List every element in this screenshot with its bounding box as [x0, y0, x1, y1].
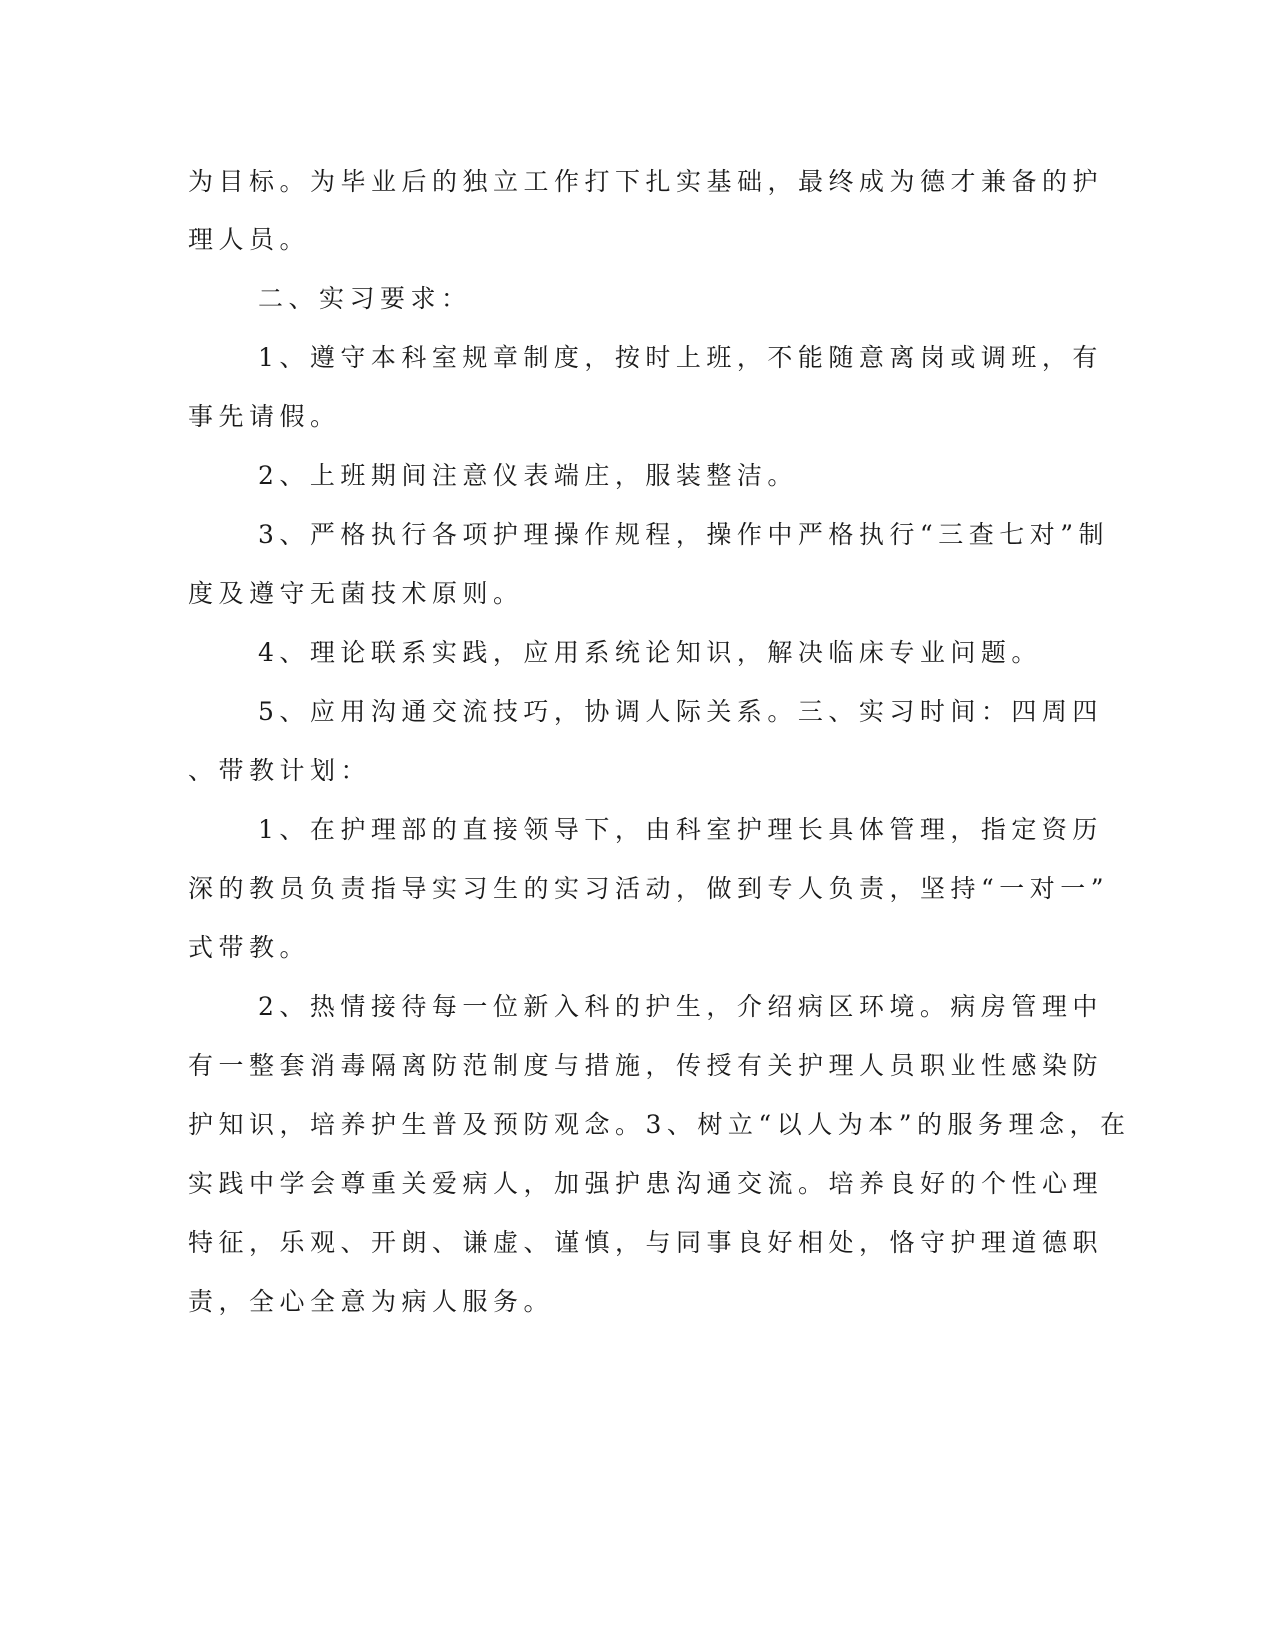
text-line: 理人员。	[188, 225, 311, 254]
text-line: 实践中学会尊重关爱病人，加强护患沟通交流。培养良好的个性心理	[188, 1169, 1104, 1198]
text-line: 事先请假。	[188, 402, 341, 431]
text-line: 特征，乐观、开朗、谦虚、谨慎，与同事良好相处，恪守护理道德职	[188, 1228, 1104, 1257]
section-heading: 二、实习要求：	[258, 284, 472, 313]
text-line: 4、理论联系实践，应用系统论知识，解决临床专业问题。	[258, 638, 1042, 667]
text-line: 5、应用沟通交流技巧，协调人际关系。三、实习时间：四周四	[258, 697, 1103, 726]
text-line: 有一整套消毒隔离防范制度与措施，传授有关护理人员职业性感染防	[188, 1051, 1104, 1080]
text-line: 为目标。为毕业后的独立工作打下扎实基础，最终成为德才兼备的护	[188, 167, 1104, 196]
text-line: 深的教员负责指导实习生的实习活动，做到专人负责，坚持“一对一”	[188, 874, 1110, 903]
text-line: 1、遵守本科室规章制度，按时上班，不能随意离岗或调班，有	[258, 343, 1103, 372]
text-line: 3、严格执行各项护理操作规程，操作中严格执行“三查七对”制	[258, 520, 1109, 549]
text-line: 度及遵守无菌技术原则。	[188, 579, 524, 608]
text-line: 护知识，培养护生普及预防观念。3、树立“以人为本”的服务理念，在	[188, 1110, 1131, 1139]
text-line: 2、热情接待每一位新入科的护生，介绍病区环境。病房管理中	[258, 992, 1103, 1021]
text-line: 式带教。	[188, 933, 311, 962]
section-heading: 、带教计划：	[188, 756, 372, 785]
text-line: 2、上班期间注意仪表端庄，服装整洁。	[258, 461, 798, 490]
text-line: 责，全心全意为病人服务。	[188, 1287, 555, 1316]
text-line: 1、在护理部的直接领导下，由科室护理长具体管理，指定资历	[258, 815, 1103, 844]
